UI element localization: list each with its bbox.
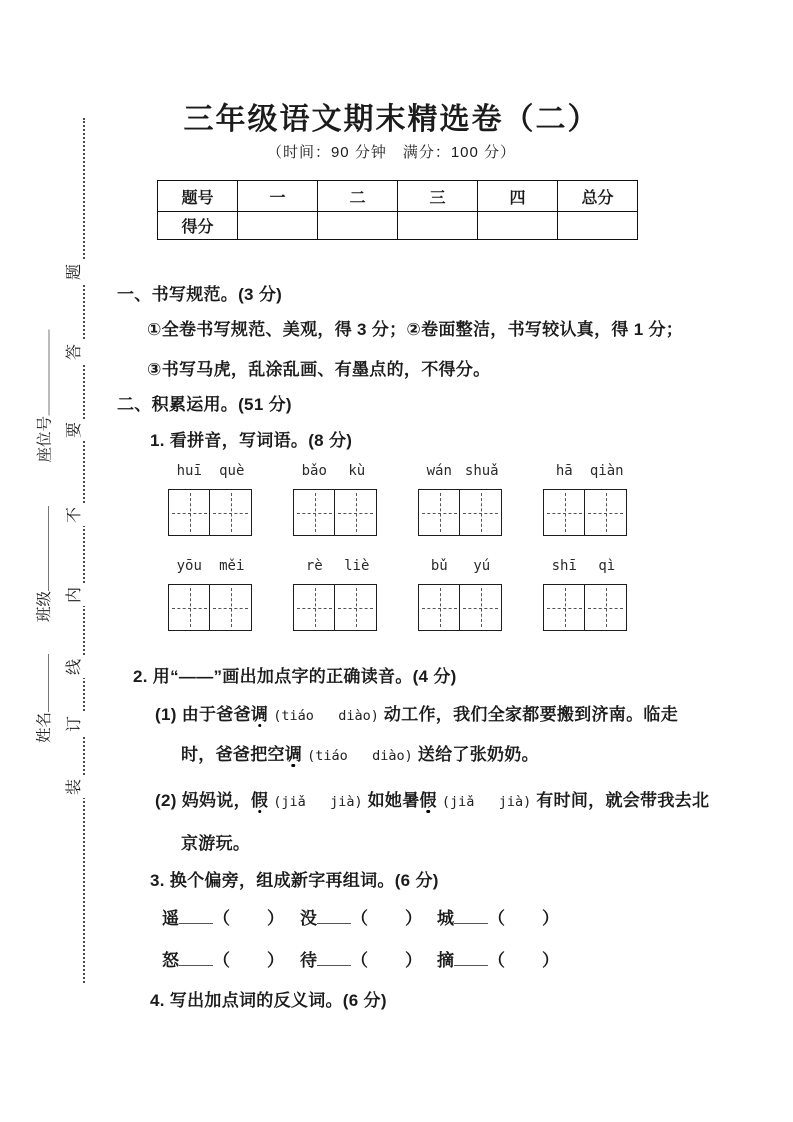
binding-dotted-line: [83, 118, 85, 983]
section1-rule2: ③书写马虎，乱涂乱画、有墨点的，不得分。: [147, 360, 491, 379]
writing-box-group: [168, 489, 252, 536]
q3-item: [437, 946, 560, 971]
question3-title: 3. 换个偏旁，组成新字再组词。(6 分): [150, 871, 439, 890]
q3-char: 城: [437, 909, 454, 928]
q3-item: [162, 946, 285, 971]
q3-blank[interactable]: [317, 951, 351, 966]
writing-box[interactable]: [584, 489, 627, 536]
q3-blank[interactable]: [454, 951, 488, 966]
text-run: 时，爸爸把空: [181, 745, 285, 764]
seat-number-label: [36, 326, 56, 463]
section2-title: 二、积累运用。(51 分): [117, 395, 292, 414]
name-text: 姓名: [36, 711, 53, 743]
binding-char: 题: [64, 261, 86, 283]
score-cell[interactable]: [318, 212, 398, 240]
writing-box[interactable]: [293, 489, 336, 536]
writing-box[interactable]: [334, 584, 377, 631]
q3-parens[interactable]: （ ）: [488, 909, 560, 928]
dotted-char: 调: [284, 745, 303, 764]
writing-box[interactable]: [418, 584, 461, 631]
pinyin-syllable: shī: [551, 558, 577, 574]
pinyin-label: [418, 463, 503, 479]
pinyin-syllable: wán: [426, 463, 452, 479]
pinyin-syllable: bǎo: [301, 463, 327, 479]
section1-title: 一、书写规范。(3 分): [117, 285, 283, 304]
question1-title: 1. 看拼音，写词语。(8 分): [150, 431, 353, 450]
writing-box-group: [543, 584, 627, 631]
dotted-char: 假: [250, 791, 269, 810]
writing-box[interactable]: [543, 584, 586, 631]
pinyin-choice[interactable]: (jiǎ jià): [273, 794, 363, 810]
q3-item: [300, 946, 423, 971]
q3-blank[interactable]: [317, 909, 351, 924]
pinyin-choice[interactable]: (tiáo diào): [307, 748, 413, 764]
class-label: [35, 502, 55, 622]
writing-box[interactable]: [209, 489, 252, 536]
writing-box[interactable]: [459, 489, 502, 536]
writing-box[interactable]: [168, 584, 211, 631]
question2-item1-line1: [155, 700, 678, 725]
writing-box[interactable]: [293, 584, 336, 631]
binding-char: 订: [64, 713, 86, 735]
writing-box[interactable]: [543, 489, 586, 536]
binding-char: 装: [64, 776, 86, 798]
q3-char: 摘: [437, 951, 454, 970]
text-run: (2) 妈妈说，: [155, 791, 251, 810]
q3-parens[interactable]: （ ）: [488, 951, 560, 970]
pinyin-syllable: qiàn: [589, 463, 624, 479]
binding-char: 线: [64, 656, 86, 678]
pinyin-label: [168, 558, 253, 574]
q3-blank[interactable]: [179, 951, 213, 966]
q3-char: 没: [300, 909, 317, 928]
binding-char: 内: [64, 584, 86, 606]
pinyin-syllable: hā: [555, 463, 573, 479]
q3-item: [300, 904, 423, 929]
writing-box[interactable]: [584, 584, 627, 631]
writing-box-group: [168, 584, 252, 631]
text-run: 送给了张奶奶。: [417, 745, 539, 764]
seat-number-blank[interactable]: [36, 330, 50, 416]
class-blank[interactable]: [35, 506, 49, 591]
writing-box-group: [418, 489, 502, 536]
writing-box[interactable]: [459, 584, 502, 631]
q3-item: [162, 904, 285, 929]
score-row-label: 得分: [158, 212, 238, 240]
writing-box[interactable]: [209, 584, 252, 631]
pinyin-syllable: què: [219, 463, 245, 479]
pinyin-syllable: shuǎ: [464, 463, 499, 479]
binding-char: 答: [64, 341, 86, 363]
text-run: 如她暑: [367, 791, 420, 810]
pinyin-label: [293, 558, 378, 574]
score-table-header-cell: 总分: [558, 181, 638, 212]
score-table-header-cell: 二: [318, 181, 398, 212]
pinyin-choice[interactable]: (jiǎ jià): [441, 794, 532, 810]
question2-item1-line2: [181, 740, 539, 765]
text-run: (1) 由于爸爸: [155, 705, 251, 724]
writing-box-group: [293, 584, 377, 631]
question2-item2-line1: [155, 786, 709, 811]
pinyin-syllable: bǔ: [430, 558, 448, 574]
text-run: 京游玩。: [181, 834, 251, 853]
q3-parens[interactable]: （ ）: [351, 909, 423, 928]
pinyin-syllable: qì: [598, 558, 616, 574]
page-title: 三年级语文期末精选卷（二）: [183, 103, 600, 136]
q3-char: 待: [300, 951, 317, 970]
score-cell[interactable]: [478, 212, 558, 240]
score-table-header-cell: 三: [398, 181, 478, 212]
name-label: [35, 643, 55, 743]
binding-char: 要: [64, 419, 86, 441]
pinyin-syllable: kù: [348, 463, 366, 479]
pinyin-syllable: yú: [473, 558, 491, 574]
score-table-header-cell: 题号: [158, 181, 238, 212]
question4-title: 4. 写出加点词的反义词。(6 分): [150, 991, 387, 1010]
pinyin-syllable: yōu: [176, 558, 202, 574]
score-cell[interactable]: [398, 212, 478, 240]
q3-parens[interactable]: （ ）: [213, 909, 285, 928]
section1-rule1: ①全卷书写规范、美观，得 3 分；②卷面整洁，书写较认真，得 1 分；: [147, 320, 684, 339]
pinyin-label: [418, 558, 503, 574]
writing-box-group: [543, 489, 627, 536]
q3-item: [437, 904, 560, 929]
pinyin-choice[interactable]: (tiáo diào): [273, 708, 379, 724]
writing-box-group: [418, 584, 502, 631]
pinyin-label: [168, 463, 253, 479]
score-table-header-cell: 一: [238, 181, 318, 212]
dotted-char: 假: [419, 791, 437, 810]
exam-info: （时间：90 分钟 满分：100 分）: [266, 144, 517, 161]
question2-item2-line2: [181, 829, 250, 854]
score-table: [157, 180, 638, 240]
dotted-char: 调: [250, 705, 269, 724]
seat-number-text: 座位号: [36, 415, 54, 463]
pinyin-label: [543, 558, 628, 574]
writing-box[interactable]: [168, 489, 211, 536]
q3-blank[interactable]: [454, 909, 488, 924]
pinyin-syllable: huī: [176, 463, 202, 479]
score-cell[interactable]: [558, 212, 638, 240]
pinyin-syllable: rè: [305, 558, 323, 574]
pinyin-syllable: liè: [344, 558, 370, 574]
pinyin-syllable: měi: [219, 558, 245, 574]
q3-blank[interactable]: [179, 909, 213, 924]
question2-title: 2. 用“——”画出加点字的正确读音。(4 分): [133, 667, 457, 686]
q3-parens[interactable]: （ ）: [213, 951, 285, 970]
binding-char: 不: [64, 504, 86, 526]
writing-box[interactable]: [334, 489, 377, 536]
q3-char: 怒: [162, 951, 179, 970]
pinyin-label: [293, 463, 378, 479]
text-run: 有时间，就会带我去北: [536, 791, 710, 810]
class-text: 班级: [36, 590, 53, 622]
q3-parens[interactable]: （ ）: [351, 951, 423, 970]
text-run: 动工作，我们全家都要搬到济南。临走: [383, 705, 678, 724]
name-blank[interactable]: [35, 654, 49, 712]
writing-box-group: [293, 489, 377, 536]
score-table-header-cell: 四: [478, 181, 558, 212]
score-cell[interactable]: [238, 212, 318, 240]
q3-char: 遥: [162, 909, 179, 928]
writing-box[interactable]: [418, 489, 461, 536]
pinyin-label: [543, 463, 628, 479]
